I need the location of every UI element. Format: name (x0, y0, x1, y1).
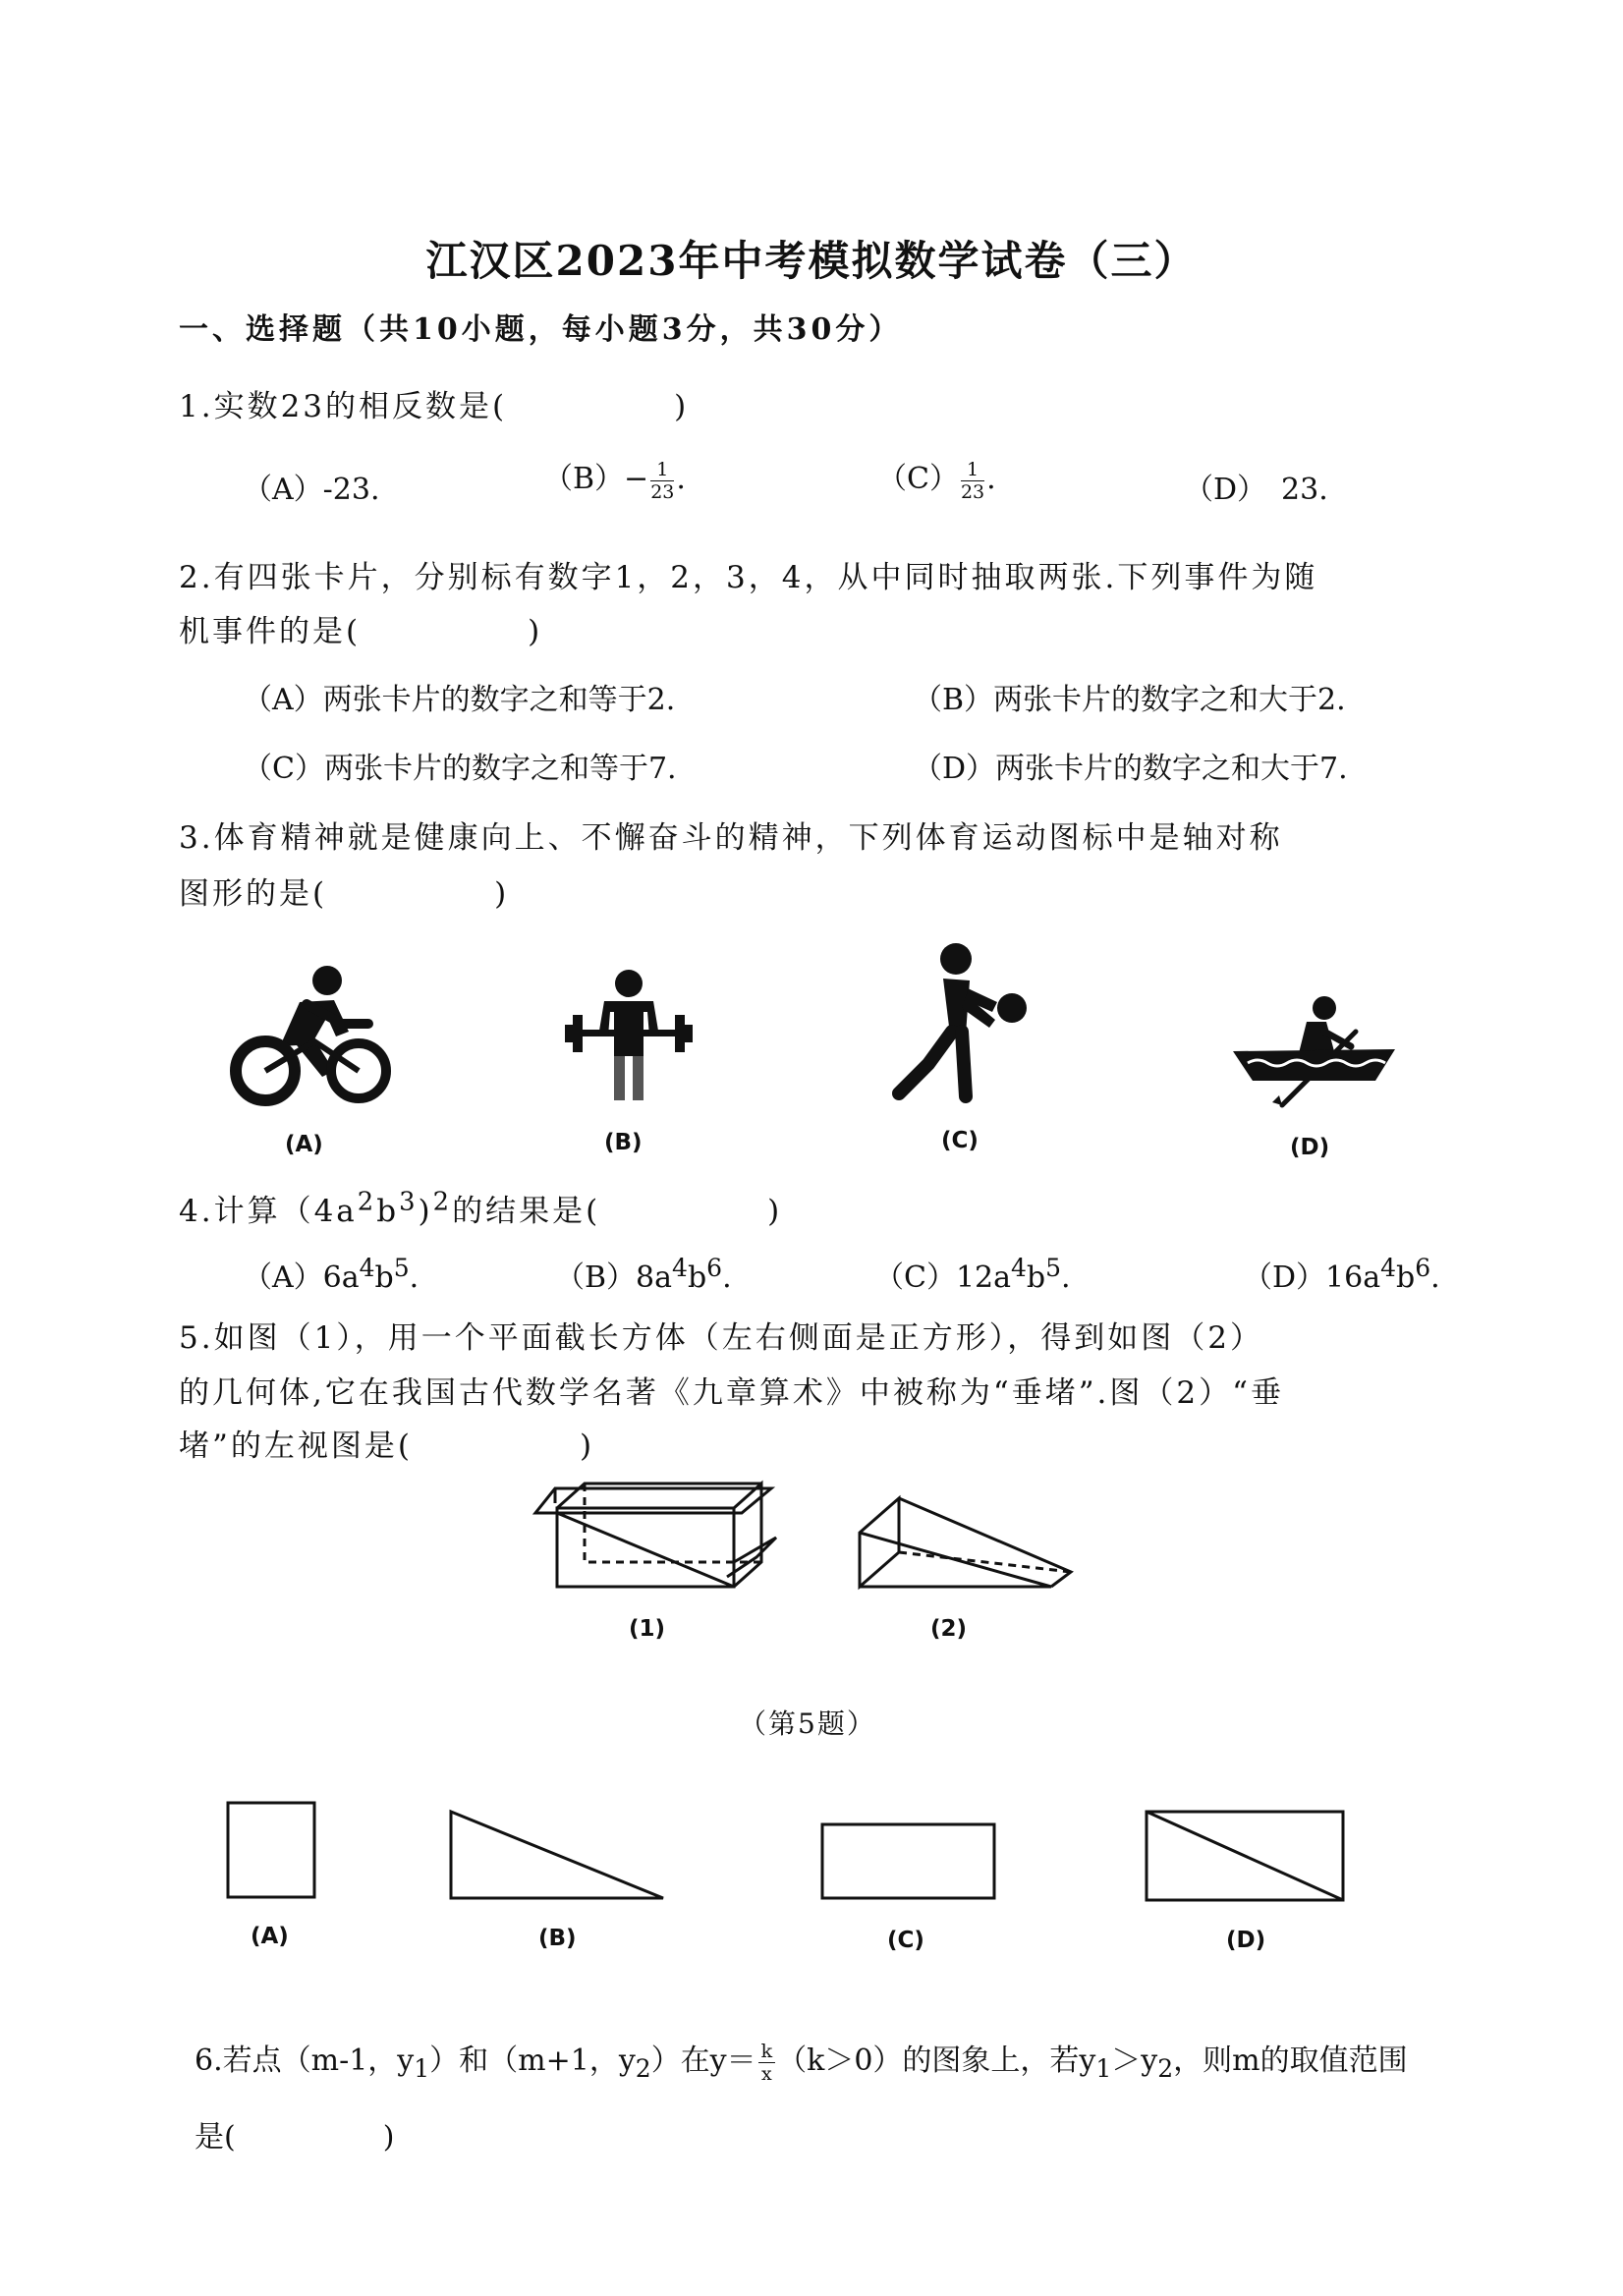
fraction: $\frac{1}{23}$ (960, 458, 985, 503)
q6-stem-line1: 6.若点（m-1，$y_1$）和（m+1，$y_2$）在y＝ $\frac{k}{x}$ （k＞0）的图象上，若$y_1>y_2$，则m的取值范围 (195, 2040, 1408, 2085)
choice-c-rectangle (820, 1822, 997, 1901)
q4-option-a: $(A)6a^4b^5$. (243, 1254, 420, 1295)
q4-option-c: $(C)12a^4b^5$. (874, 1254, 1071, 1295)
figure-1-cuboid (535, 1484, 791, 1601)
q5-choice-label-b: (B) (538, 1926, 577, 1951)
q3-stem-line1: 3.体育精神就是健康向上、不懈奋斗的精神，下列体育运动图标中是轴对称 (179, 820, 1283, 856)
q3-label-b: (B) (604, 1130, 643, 1155)
q3-label-a: (A) (285, 1132, 323, 1157)
q2-stem-line2: 机事件的是( ) (179, 614, 543, 649)
cycling-icon (226, 963, 393, 1110)
q2-option-b: （B）两张卡片的数字之和大于2. (913, 683, 1346, 717)
q4-option-d: $(D)16a^4b^6$. (1243, 1254, 1440, 1295)
q4-option-b: $(B)8a^4b^6$. (555, 1254, 732, 1295)
fraction-k-over-x: $\frac{k}{x}$ (758, 2041, 776, 2085)
q1-option-a: （A）-23. (243, 473, 380, 507)
figure-2-label: (2) (930, 1616, 968, 1642)
choice-a-square (226, 1801, 316, 1899)
q2-option-a: （A）两张卡片的数字之和等于2. (243, 683, 676, 717)
volleyball-icon (889, 941, 1036, 1108)
q3-stem-line2: 图形的是( ) (179, 876, 510, 912)
q2-stem-line1: 2.有四张卡片，分别标有数字1，2，3，4，从中同时抽取两张.下列事件为随 (179, 560, 1318, 595)
fraction: $\frac{1}{23}$ (650, 458, 675, 503)
figure-2-wedge (855, 1493, 1081, 1601)
q5-choice-label-d: (D) (1226, 1928, 1266, 1953)
page-title: 江汉区2023年中考模拟数学试卷（三） (425, 237, 1198, 285)
weightlifting-icon (565, 968, 693, 1105)
q5-stem-line2: 的几何体,它在我国古代数学名著《九章算术》中被称为“垂堵”.图（2）“垂 (179, 1375, 1284, 1411)
q2-option-c: （C）两张卡片的数字之和等于7. (243, 752, 677, 786)
q5-choice-label-c: (C) (887, 1928, 924, 1953)
q1-option-b: （B）− $\frac{1}{23}$ . (543, 458, 686, 503)
choice-d-rectangle-diagonal (1145, 1810, 1346, 1903)
q1-option-c: （C） $\frac{1}{23}$ . (877, 458, 996, 503)
q1-option-d: （D） 23. (1184, 473, 1328, 507)
q5-stem-line3: 堵”的左视图是( ) (179, 1428, 595, 1464)
q4-stem: 4.计算$(4a^2b^3)^2$的结果是( ) (179, 1187, 783, 1229)
figure-1-label: (1) (629, 1616, 666, 1642)
q2-option-d: （D）两张卡片的数字之和大于7. (913, 752, 1348, 786)
q3-label-d: (D) (1290, 1135, 1330, 1160)
q5-stem-line1: 5.如图（1），用一个平面截长方体（左右侧面是正方形），得到如图（2） (179, 1320, 1264, 1356)
section-heading: 一、选择题（共10小题，每小题3分，共30分） (179, 312, 903, 347)
q5-choice-label-a: (A) (251, 1924, 289, 1949)
q3-label-c: (C) (941, 1128, 979, 1153)
q5-caption: （第5题） (739, 1708, 876, 1740)
rowing-icon (1228, 992, 1400, 1115)
q6-stem-line2: 是( ) (195, 2120, 395, 2155)
q1-stem: 1.实数23的相反数是( ) (179, 389, 690, 424)
choice-b-triangle (447, 1808, 668, 1901)
